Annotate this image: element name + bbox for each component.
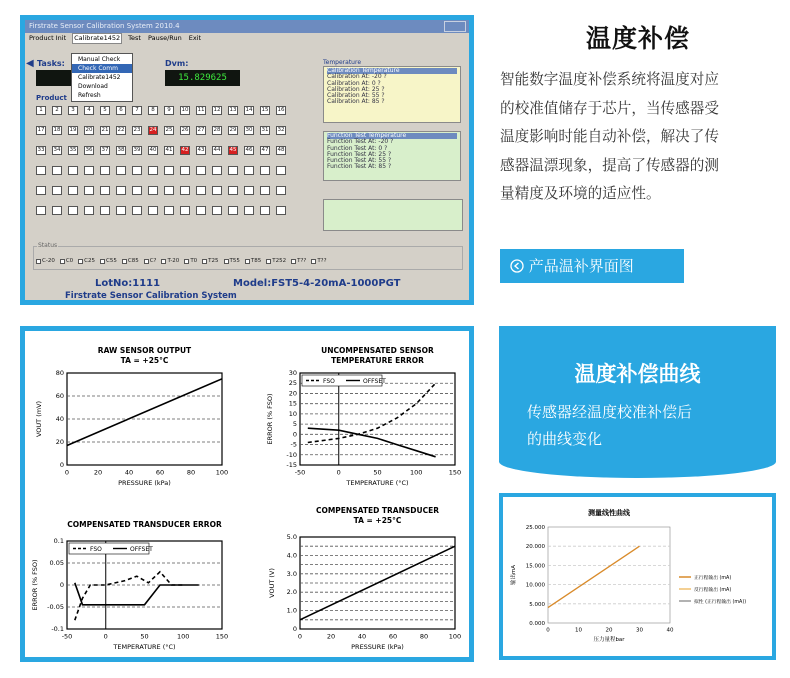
status-checkbox-label: T252 — [272, 258, 287, 264]
checkbox-icon — [311, 259, 316, 264]
status-checkbox-label: T?? — [297, 258, 307, 264]
x-axis-label: 压力量程bar — [593, 637, 625, 643]
panel-line: Function Test At: 0 ? — [327, 144, 388, 152]
y-tick-label: -15 — [286, 461, 297, 469]
product-checkbox[interactable] — [180, 206, 190, 215]
menu-item-calibrate1452[interactable]: Calibrate1452 — [78, 74, 121, 81]
calibration-temperature-panel — [323, 66, 461, 123]
calibrate-dropdown-menu — [71, 53, 133, 102]
status-checkbox-label: T55 — [229, 258, 240, 264]
y-tick-label: 5 — [292, 420, 297, 429]
product-checkbox[interactable] — [132, 206, 142, 215]
window-controls[interactable] — [444, 21, 466, 32]
tasks-label: Tasks: — [37, 59, 65, 68]
legend-label: FSO — [90, 546, 102, 553]
panel-line: Calibration At: 0 ? — [327, 79, 381, 87]
menu-bar — [25, 33, 469, 44]
menu-item-download[interactable]: Download — [78, 83, 108, 90]
product-checkbox[interactable] — [180, 186, 190, 195]
product-checkbox[interactable] — [68, 206, 78, 215]
checkbox-row — [36, 126, 318, 135]
legend-label: 拟性 (正行程输出 (mA)) — [694, 600, 747, 605]
product-checkbox[interactable] — [116, 206, 126, 215]
calibration-window — [25, 20, 469, 300]
status-checkbox-label: T-20 — [167, 258, 180, 264]
x-axis-label: TEMPERATURE (°C) — [346, 479, 409, 487]
panel-line: Function Test At: 25 ? — [327, 150, 392, 158]
y-tick-label: 0 — [292, 625, 297, 633]
status-checkbox[interactable] — [122, 258, 139, 264]
x-tick-label: 30 — [636, 627, 643, 634]
panel-line: Function Test At: 85 ? — [327, 163, 392, 171]
x-axis-label: PRESSURE (kPa) — [351, 643, 404, 651]
product-checkbox[interactable]: 48 — [277, 147, 285, 153]
curve-description — [527, 399, 767, 453]
window-title: Firstrate Sensor Calibration System 2010.4 — [25, 20, 469, 33]
y-tick-label: 0.1 — [53, 537, 64, 545]
status-checkbox-label: C55 — [106, 258, 117, 264]
product-checkbox[interactable] — [260, 166, 270, 175]
product-checkbox[interactable] — [180, 166, 190, 175]
product-checkbox[interactable]: 41 — [165, 147, 173, 153]
product-checkbox[interactable]: 15 — [261, 107, 269, 113]
y-tick-label: 60 — [55, 392, 64, 400]
panel-line: Function Test Temperature — [327, 133, 457, 139]
y-tick-label: 0 — [292, 430, 297, 439]
product-checkbox[interactable] — [260, 206, 270, 215]
y-tick-label: 2.0 — [286, 588, 297, 597]
product-checkbox[interactable]: 42 — [181, 147, 189, 153]
legend-label: 正行程输出 (mA) — [694, 576, 732, 581]
menu-test[interactable]: Test — [128, 34, 141, 42]
product-checkbox[interactable]: 44 — [213, 147, 221, 153]
status-checkbox-label: C0 — [65, 258, 74, 264]
x-tick-label: 60 — [155, 468, 165, 477]
y-tick-label: 80 — [55, 369, 64, 377]
product-checkbox[interactable]: 30 — [245, 127, 253, 133]
status-checkbox[interactable] — [60, 258, 73, 264]
product-checkbox[interactable]: 18 — [53, 127, 61, 133]
y-tick-label: 0.000 — [529, 621, 545, 627]
status-checkbox-label: C-20 — [42, 258, 55, 264]
product-checkbox[interactable] — [52, 166, 62, 175]
status-checkbox[interactable] — [311, 258, 326, 264]
description-line: 的校准值储存于芯片，当传感器受 — [500, 99, 719, 117]
product-checkbox[interactable] — [100, 206, 110, 215]
product-checkbox[interactable]: 37 — [101, 147, 109, 153]
checkbox-row — [36, 206, 318, 215]
x-tick-label: 50 — [373, 468, 382, 477]
product-checkbox[interactable]: 5 — [100, 106, 110, 115]
x-tick-label: 50 — [140, 632, 149, 641]
x-tick-label: 100 — [448, 632, 462, 641]
y-tick-label: 20 — [55, 438, 64, 446]
play-circle-icon — [510, 259, 524, 273]
x-tick-label: 10 — [575, 627, 582, 634]
product-checkbox[interactable] — [164, 186, 174, 195]
lot-number: LotNo:1111 — [95, 278, 161, 289]
product-checkbox[interactable] — [164, 166, 174, 175]
product-checkbox[interactable]: 4 — [84, 106, 94, 115]
product-checkbox[interactable]: 11 — [197, 107, 205, 113]
product-checkbox[interactable]: 3 — [68, 106, 78, 115]
status-checkbox[interactable] — [224, 258, 240, 264]
y-tick-label: 3.0 — [286, 569, 297, 578]
product-checkbox[interactable] — [212, 166, 222, 175]
checkbox-row — [36, 146, 318, 155]
product-checkbox[interactable] — [148, 206, 158, 215]
product-checkbox[interactable]: 27 — [197, 127, 205, 133]
series-line — [308, 428, 436, 457]
legend-label: OFFSET — [130, 546, 153, 553]
y-axis-label: ERROR (% FSO) — [31, 559, 39, 611]
y-tick-label: 40 — [55, 415, 64, 423]
status-checkbox-label: T85 — [250, 258, 262, 264]
panel-line: Calibration At: 85 ? — [327, 98, 385, 106]
software-screenshot-frame — [20, 15, 474, 305]
product-checkbox[interactable] — [84, 206, 94, 215]
checkbox-icon — [144, 259, 149, 264]
product-checkbox[interactable]: 40 — [149, 147, 157, 153]
y-tick-label: 10 — [288, 409, 297, 418]
legend-label: OFFSET — [363, 378, 386, 385]
product-checkbox[interactable] — [276, 186, 286, 195]
chart-title: COMPENSATED TRANSDUCER ERROR — [67, 520, 222, 529]
y-tick-label: 25.000 — [525, 525, 545, 531]
product-checkbox[interactable] — [100, 166, 110, 175]
product-checkbox[interactable] — [52, 186, 62, 195]
product-ui-button-label: 产品温补界面图 — [528, 257, 634, 275]
plot-frame — [548, 527, 670, 623]
status-checkbox-label: C25 — [84, 258, 96, 264]
product-checkbox[interactable]: 39 — [133, 147, 141, 153]
product-checkbox[interactable] — [84, 166, 94, 175]
x-tick-label: -50 — [61, 632, 73, 641]
product-checkbox[interactable] — [36, 166, 46, 175]
product-checkbox[interactable] — [36, 186, 46, 195]
product-checkbox[interactable]: 20 — [85, 127, 93, 133]
product-checkbox[interactable] — [260, 186, 270, 195]
product-checkbox[interactable] — [132, 186, 142, 195]
series-line — [75, 583, 199, 605]
y-tick-label: 15 — [288, 399, 297, 408]
x-tick-label: 0 — [336, 468, 341, 477]
x-tick-label: 20 — [605, 627, 613, 634]
y-tick-label: 15.000 — [525, 563, 545, 570]
chart-subtitle: TEMPERATURE ERROR — [331, 356, 424, 365]
status-checkboxes — [36, 258, 327, 264]
y-tick-label: -0.1 — [51, 625, 64, 633]
y-tick-label: -0.05 — [47, 603, 64, 611]
product-checkbox[interactable]: 6 — [116, 106, 126, 115]
y-tick-label: 30 — [288, 369, 297, 377]
status-checkbox[interactable] — [78, 258, 95, 264]
product-checkbox[interactable]: 13 — [229, 107, 237, 113]
product-checkbox[interactable] — [196, 186, 206, 195]
series-line — [308, 383, 436, 442]
product-checkbox[interactable] — [148, 186, 158, 195]
x-tick-label: 20 — [93, 468, 103, 477]
legend-label: 反行程输出 (mA) — [694, 588, 732, 593]
status-checkbox-label: T0 — [190, 258, 198, 264]
product-checkbox[interactable] — [52, 206, 62, 215]
product-checkbox[interactable] — [212, 186, 222, 195]
checkbox-icon — [36, 259, 41, 264]
product-checkbox[interactable] — [116, 186, 126, 195]
checkbox-row — [36, 106, 318, 115]
status-checkbox[interactable] — [36, 258, 55, 264]
curve-description-line: 传感器经温度校准补偿后 — [527, 403, 693, 421]
x-tick-label: 150 — [215, 632, 229, 641]
checkbox-icon — [291, 259, 296, 264]
x-tick-label: 0 — [64, 468, 70, 477]
status-checkbox-label: T?? — [317, 258, 327, 264]
model-number: Model:FST5-4-20mA-1000PGT — [233, 278, 401, 289]
y-axis-label: VOUT (mV) — [35, 400, 43, 438]
x-tick-label: 150 — [448, 468, 462, 477]
product-checkbox[interactable] — [164, 206, 174, 215]
product-checkbox[interactable] — [84, 186, 94, 195]
menu-exit[interactable]: Exit — [188, 34, 202, 42]
checkbox-icon — [184, 259, 189, 264]
checkbox-icon — [224, 259, 229, 264]
result-panel — [323, 199, 463, 231]
x-axis-label: PRESSURE (kPa) — [118, 479, 171, 487]
y-tick-label: 20 — [288, 389, 297, 398]
product-checkbox[interactable]: 47 — [261, 147, 269, 153]
status-checkbox-label: C? — [149, 258, 157, 264]
product-checkbox[interactable] — [132, 166, 142, 175]
chart-subtitle: TA = +25°C — [120, 356, 169, 365]
status-checkbox[interactable] — [184, 258, 197, 264]
status-checkbox[interactable] — [202, 258, 218, 264]
linearity-chart-frame — [499, 493, 776, 660]
checkbox-icon — [245, 259, 250, 264]
product-checkbox[interactable]: 43 — [197, 147, 205, 153]
product-checkbox[interactable] — [228, 186, 238, 195]
product-checkbox[interactable] — [244, 166, 254, 175]
y-tick-label: 20.000 — [525, 544, 545, 551]
menu-item-check-comm[interactable]: Check Comm — [72, 64, 132, 73]
checkbox-icon — [161, 259, 166, 264]
x-tick-label: 20 — [326, 632, 336, 641]
chart-title: RAW SENSOR OUTPUT — [97, 346, 192, 355]
description-line: 智能数字温度补偿系统将温度对应 — [500, 71, 719, 88]
product-ui-button[interactable] — [500, 249, 684, 283]
status-checkbox[interactable] — [266, 258, 286, 264]
y-tick-label: 0 — [59, 461, 64, 469]
y-tick-label: 25 — [288, 379, 297, 388]
product-checkbox[interactable]: 16 — [277, 107, 285, 113]
menu-item-refresh[interactable]: Refresh — [78, 92, 101, 99]
x-tick-label: 0 — [297, 632, 303, 641]
y-tick-label: 5.0 — [286, 533, 297, 541]
product-checkbox[interactable]: 45 — [229, 147, 237, 153]
company-name: Firstrate Sensor Calibration System — [65, 291, 237, 301]
product-checkbox[interactable]: 38 — [117, 147, 125, 153]
product-checkbox[interactable]: 21 — [101, 127, 109, 133]
curve-description-line: 的曲线变化 — [527, 430, 603, 448]
x-tick-label: 80 — [419, 632, 429, 641]
product-checkbox[interactable] — [196, 166, 206, 175]
product-checkbox[interactable]: 8 — [148, 106, 158, 115]
product-checkbox-grid — [36, 106, 318, 226]
menu-calibrate[interactable]: Calibrate1452 — [74, 34, 121, 42]
chart-subtitle: TA = +25°C — [353, 516, 402, 525]
product-checkbox[interactable] — [276, 206, 286, 215]
panel-line: Function Test At: 55 ? — [327, 157, 392, 165]
product-checkbox[interactable] — [276, 166, 286, 175]
product-checkbox[interactable]: 14 — [245, 107, 253, 113]
status-checkbox[interactable] — [144, 258, 157, 264]
status-checkbox[interactable] — [291, 258, 306, 264]
status-checkbox[interactable] — [245, 258, 261, 264]
product-checkbox[interactable]: 32 — [277, 127, 285, 133]
product-checkbox[interactable] — [36, 206, 46, 215]
series-line — [67, 379, 222, 446]
x-tick-label: 100 — [215, 468, 229, 477]
product-checkbox[interactable] — [68, 186, 78, 195]
product-checkbox[interactable]: 25 — [165, 127, 173, 133]
y-tick-label: -5 — [290, 440, 297, 449]
compensation-charts-svg — [25, 331, 469, 657]
y-axis-label: VOUT (V) — [268, 568, 276, 598]
legend-label: FSO — [323, 378, 335, 385]
checkbox-icon — [122, 259, 127, 264]
product-checkbox[interactable]: 19 — [69, 127, 77, 133]
x-tick-label: 40 — [124, 468, 134, 477]
description-line: 感器温漂现象，提高了传感器的测 — [500, 156, 719, 174]
x-axis-label: TEMPERATURE (°C) — [113, 643, 176, 651]
product-checkbox[interactable] — [100, 186, 110, 195]
status-checkbox-label: C85 — [127, 258, 139, 264]
function-test-panel — [323, 131, 461, 181]
y-tick-label: 10.000 — [525, 582, 545, 589]
checkbox-icon — [100, 259, 105, 264]
product-checkbox[interactable] — [116, 166, 126, 175]
checkbox-row — [36, 186, 318, 195]
chart-title: COMPENSATED TRANSDUCER — [315, 506, 440, 515]
x-tick-label: 100 — [410, 468, 423, 477]
charts-frame — [20, 326, 474, 662]
checkbox-icon — [266, 259, 271, 264]
product-checkbox[interactable]: 12 — [213, 107, 221, 113]
x-tick-label: 60 — [388, 632, 398, 641]
status-checkbox[interactable] — [100, 258, 117, 264]
y-axis-label: ERROR (% FSO) — [266, 393, 274, 445]
chart-title: UNCOMPENSATED SENSOR — [321, 346, 434, 355]
y-tick-label: 5.000 — [529, 601, 545, 608]
x-tick-label: 0 — [546, 627, 550, 634]
description-line: 量精度及环境的适应性。 — [500, 185, 661, 202]
panel-line: Calibration Temperature — [327, 68, 457, 74]
product-checkbox[interactable]: 2 — [52, 106, 62, 115]
panel-line: Calibration At: -20 ? — [327, 73, 387, 81]
product-checkbox[interactable]: 29 — [229, 127, 237, 133]
x-tick-label: 80 — [186, 468, 196, 477]
product-checkbox[interactable]: 1 — [36, 106, 46, 115]
checkbox-icon — [202, 259, 207, 264]
product-label: Product — [36, 94, 67, 102]
y-tick-label: 0 — [59, 581, 64, 589]
dvm-display: 15.829625 — [165, 70, 240, 86]
x-tick-label: -50 — [294, 468, 306, 477]
product-checkbox[interactable]: 35 — [69, 147, 77, 153]
product-checkbox[interactable]: 24 — [149, 127, 157, 133]
product-checkbox[interactable]: 33 — [37, 147, 45, 153]
y-tick-label: 4.0 — [286, 551, 297, 560]
chart-title: 测量线性曲线 — [588, 509, 630, 517]
product-checkbox[interactable]: 34 — [53, 147, 61, 153]
back-arrow-icon: ◀ — [26, 58, 34, 69]
product-checkbox[interactable]: 31 — [261, 127, 269, 133]
product-checkbox[interactable] — [244, 186, 254, 195]
description-paragraph — [500, 66, 776, 209]
checkbox-icon — [60, 259, 65, 264]
product-checkbox[interactable]: 26 — [181, 127, 189, 133]
x-tick-label: 100 — [177, 632, 190, 641]
product-checkbox[interactable]: 28 — [213, 127, 221, 133]
y-tick-label: 1.0 — [286, 606, 297, 615]
status-label: Status — [38, 242, 58, 249]
product-checkbox[interactable]: 46 — [245, 147, 253, 153]
product-checkbox[interactable]: 17 — [37, 127, 45, 133]
curve-heading: 温度补偿曲线 — [574, 362, 701, 386]
y-axis-label: 输出mA — [511, 564, 517, 586]
panel-line: Calibration At: 25 ? — [327, 85, 385, 93]
panel-line: Function Test At: -20 ? — [327, 138, 394, 146]
menu-product-init[interactable]: Product Init — [29, 34, 67, 42]
product-checkbox[interactable] — [244, 206, 254, 215]
product-checkbox[interactable] — [148, 166, 158, 175]
status-checkbox-label: T25 — [208, 258, 219, 264]
checkbox-row — [36, 166, 318, 175]
product-checkbox[interactable]: 10 — [181, 107, 189, 113]
x-tick-label: 40 — [666, 627, 674, 634]
menu-item-manual-check[interactable]: Manual Check — [78, 56, 121, 63]
x-tick-label: 0 — [103, 632, 108, 641]
linearity-chart-svg — [503, 497, 772, 656]
product-checkbox[interactable] — [228, 206, 238, 215]
product-checkbox[interactable]: 7 — [132, 106, 142, 115]
product-checkbox[interactable] — [228, 166, 238, 175]
series-line — [75, 572, 184, 620]
product-checkbox[interactable] — [68, 166, 78, 175]
y-tick-label: 0.05 — [49, 559, 64, 567]
panel-line: Calibration At: 55 ? — [327, 92, 385, 100]
curve-info-box — [499, 326, 776, 478]
product-checkbox[interactable]: 22 — [117, 127, 125, 133]
description-line: 温度影响时能自动补偿，解决了传 — [500, 128, 719, 145]
product-checkbox[interactable]: 23 — [133, 127, 141, 133]
status-checkbox[interactable] — [161, 258, 179, 264]
page-heading: 温度补偿 — [585, 24, 690, 53]
product-checkbox[interactable] — [212, 206, 222, 215]
series-line — [548, 546, 640, 607]
x-tick-label: 40 — [357, 632, 367, 641]
temperature-title: Temperature — [323, 59, 362, 66]
menu-pause-run[interactable]: Pause/Run — [147, 34, 182, 42]
y-tick-label: -10 — [286, 450, 297, 459]
product-checkbox[interactable] — [196, 206, 206, 215]
dvm-label: Dvm: — [165, 59, 189, 68]
product-checkbox[interactable]: 9 — [164, 106, 174, 115]
checkbox-icon — [78, 259, 83, 264]
product-checkbox[interactable]: 36 — [85, 147, 93, 153]
